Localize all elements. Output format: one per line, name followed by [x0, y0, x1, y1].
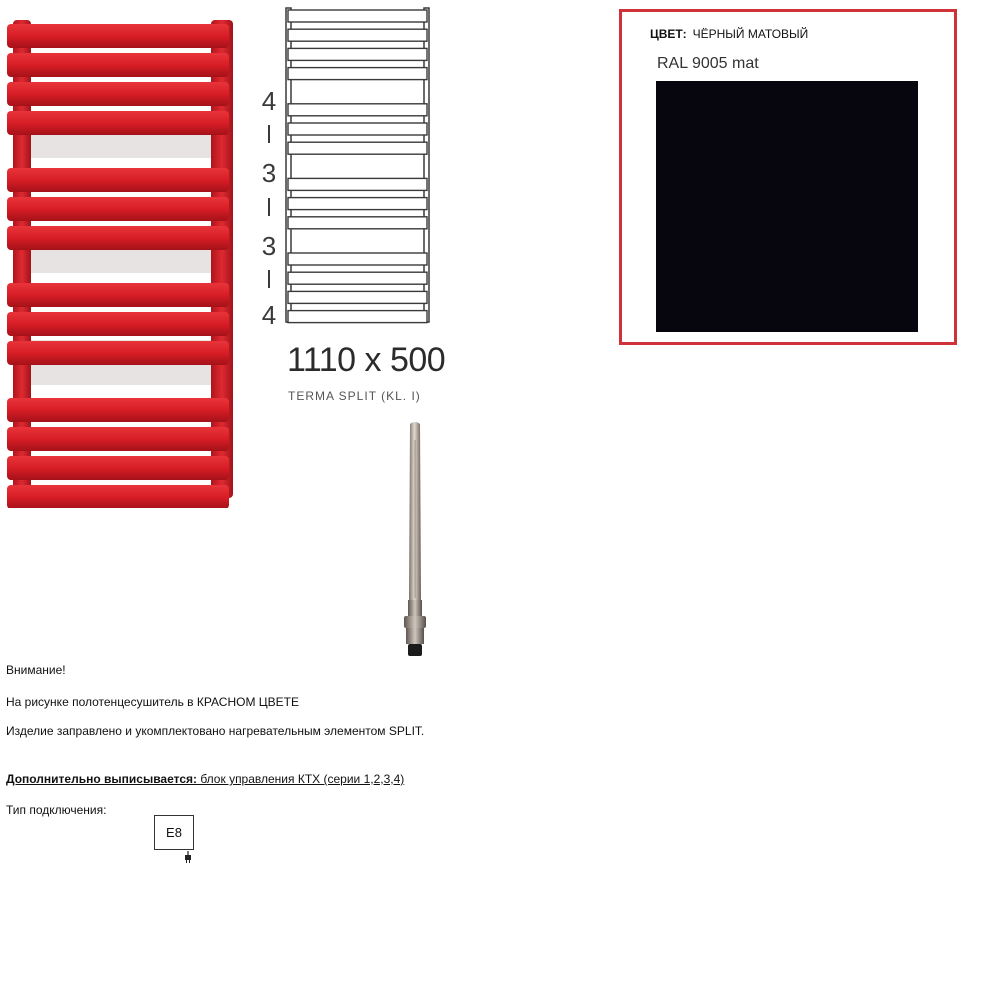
photo-bar — [7, 341, 229, 365]
heating-element-image — [396, 420, 438, 664]
ral-code: RAL 9005 mat — [657, 55, 759, 72]
group-separator — [268, 270, 270, 288]
photo-bar — [7, 168, 229, 192]
extra-order-text: блок управления КТХ (серии 1,2,3,4) — [197, 772, 405, 786]
group-count-4: 4 — [261, 300, 277, 330]
photo-bar — [7, 283, 229, 307]
schematic-bar — [288, 311, 427, 323]
schematic-bar — [288, 123, 427, 135]
photo-bar — [7, 24, 229, 48]
color-swatch — [656, 81, 918, 332]
schematic-bar — [288, 142, 427, 154]
schematic-bar — [288, 10, 427, 22]
group-count-3: 3 — [261, 231, 277, 261]
extra-order-label: Дополнительно выписывается: — [6, 772, 197, 786]
radiator-photo — [5, 18, 250, 508]
color-label: ЦВЕТ: — [650, 27, 687, 41]
photo-bar — [7, 197, 229, 221]
connection-type-box: E8 — [154, 815, 194, 850]
heating-element-drawing — [396, 420, 438, 664]
photo-bar — [7, 82, 229, 106]
group-separator — [268, 198, 270, 216]
red-color-note: На рисунке полотенцесушитель в КРАСНОМ ЦВЕТЕ — [6, 695, 300, 709]
schematic-bar — [288, 68, 427, 80]
group-count-2: 3 — [261, 158, 277, 188]
schematic-bar — [288, 48, 427, 60]
photo-bar — [7, 398, 229, 422]
photo-bar — [7, 485, 229, 508]
schematic-bars — [288, 10, 427, 323]
photo-bar — [7, 53, 229, 77]
schematic-bar — [288, 198, 427, 210]
schematic-bar — [288, 253, 427, 265]
color-name: ЧЁРНЫЙ МАТОВЫЙ — [692, 27, 809, 41]
schematic-drawing — [284, 6, 436, 328]
group-count-1: 4 — [261, 86, 277, 116]
connection-type-label: Тип подключения: — [6, 803, 107, 817]
photo-bar — [7, 226, 229, 250]
model-name: TERMA SPLIT (KL. I) — [288, 389, 421, 403]
schematic-bar — [288, 104, 427, 116]
schematic-bar — [288, 217, 427, 229]
schematic-bar — [288, 178, 427, 190]
photo-bar — [7, 312, 229, 336]
warning-heading: Внимание! — [6, 663, 66, 677]
photo-bar — [7, 456, 229, 480]
radiator-schematic — [258, 6, 436, 328]
dimensions-text: 1110 x 500 — [287, 341, 446, 379]
plug-icon — [182, 850, 194, 862]
photo-bar — [7, 111, 229, 135]
color-panel — [619, 9, 957, 345]
photo-bar — [7, 427, 229, 451]
extra-order-note — [6, 771, 456, 788]
color-line — [650, 27, 808, 41]
schematic-bar — [288, 272, 427, 284]
group-separator — [268, 125, 270, 143]
radiator-photo-drawing — [5, 18, 250, 508]
schematic-bar — [288, 29, 427, 41]
included-element-note: Изделие заправлено и укомплектовано нагревательным элементом SPLIT. — [6, 724, 425, 738]
schematic-bar — [288, 291, 427, 303]
